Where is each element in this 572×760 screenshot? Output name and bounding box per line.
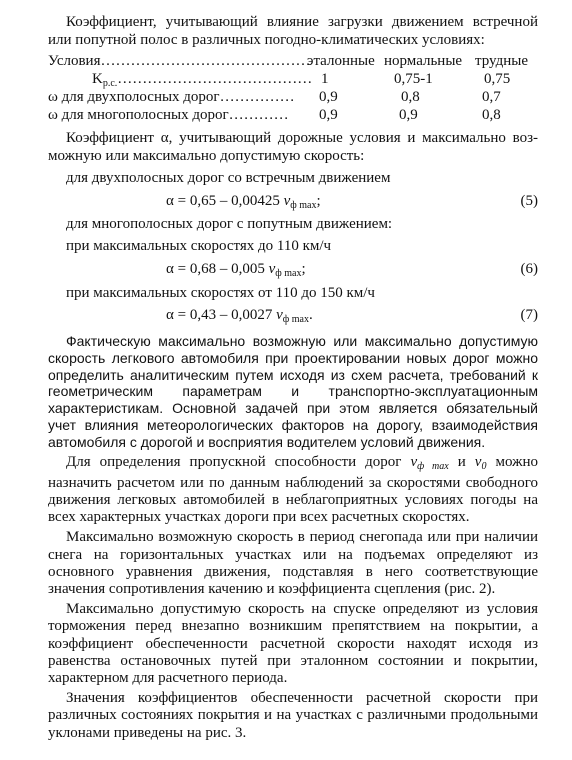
two-lane-caption: для двухполосных дорог со встречным движением: [66, 170, 391, 186]
formula-7-tail: .: [308, 307, 313, 323]
formula-6: [166, 261, 306, 282]
paragraph-4: Максимально допустимую скорость на спуске определяют из условия торможения перед внезапно возникшим препятствием на покрытии, а коэффициент обеспеченности расчетной скорости находят исходя из равенства остановочных путей при эталонном состоянии и покрытии, характерном для расчетного периода.: [48, 601, 538, 687]
table-row-label-sub: р.с.: [102, 78, 118, 89]
paragraph-2-text-a: Для определения пропускной способности дорог: [66, 453, 411, 470]
equation-number-6: (6): [520, 261, 538, 277]
formula-7-lhs: α = 0,43 – 0,0027: [166, 307, 277, 323]
alpha-intro-line-2: можную или максимально допустимую скорость:: [48, 148, 365, 164]
alpha-intro-line-1: Коэффициент α, учитывающий дорожные условия и максимально воз-: [66, 130, 538, 146]
table-col-normal: нормальные: [384, 53, 463, 69]
formula-5-lhs: α = 0,65 – 0,00425: [166, 193, 284, 209]
table-cell: 0,8: [401, 89, 420, 105]
paragraph-2: [48, 454, 538, 527]
formula-5-sub: ф max: [290, 200, 317, 211]
table-cell: 0,8: [482, 107, 501, 123]
paragraph-2-var-1-sub: ф max: [417, 460, 449, 472]
speed-110-caption: при максимальных скоростях до 110 км/ч: [66, 238, 332, 254]
paragraph-2-var-2: v: [474, 453, 482, 470]
table-col-etalon: эталонные: [307, 53, 375, 69]
multi-lane-caption: для многополосных дорог с попутным движением:: [66, 216, 393, 232]
intro-line-2: или попутной полос в различных погодно-климатических условиях:: [48, 32, 485, 48]
formula-6-lhs: α = 0,68 – 0,005: [166, 261, 269, 277]
formula-7-var: v: [276, 307, 283, 323]
table-header-label: Условия……………………………………: [48, 53, 311, 69]
paragraph-2-text-b: можно назначить расчетом или по данным наблюдений за скоростями свободного движения легковых автомобилей в неблагоприятных условиях погоды на всех характерных участках дороги при всех расчетных скоростях.: [48, 453, 538, 526]
paragraph-3: Максимально возможную скорость в период снегопада или при наличии снега на горизонтальных участках или на подъемах определяют из основного уравнения движения, подставляя в него соответствующие значения сопротивления качению и коэффициента сцепления (рис. 2).: [48, 529, 538, 597]
table-cell: 0,9: [399, 107, 418, 123]
table-cell: 0,75-1: [394, 71, 433, 87]
table-row-label-k: K: [92, 71, 103, 87]
formula-6-tail: ;: [301, 261, 306, 277]
intro-line-1: Коэффициент, учитывающий влияние загрузки движением встречной: [66, 14, 538, 30]
table-cell: 1: [321, 71, 329, 87]
formula-5-tail: ;: [316, 193, 321, 209]
paragraph-1: Фактическую максимально возможную или максимально допустимую скорость легкового автомобиля при проектировании новых дорог можно определить аналитическим путем исходя из схем расчета, требований к геометрическим параметрам и транспортно-эксплуатационным характеристикам. Основной задачей при этом является обязательный учет влияния метеорологических факторов на дорогу, взаимодействия автомобиля с дорогой и восприятия водителем условий движения.: [48, 333, 538, 450]
table-cell: 0,7: [482, 89, 501, 105]
table-col-hard: трудные: [475, 53, 528, 69]
equation-number-7: (7): [520, 307, 538, 323]
table-cell: 0,9: [319, 107, 338, 123]
paragraph-2-text-mid: и: [448, 453, 475, 470]
table-cell: 0,9: [319, 89, 338, 105]
formula-5-var: v: [283, 193, 291, 209]
equation-number-5: (5): [520, 193, 538, 209]
formula-6-var: v: [268, 261, 276, 277]
formula-7: [166, 307, 313, 328]
formula-7-sub: ф max: [282, 314, 309, 325]
paragraph-2-var-2-sub: 0: [481, 460, 487, 472]
table-row-label: ω для многополосных дорог…………: [48, 107, 289, 123]
paragraph-5: Значения коэффициентов обеспеченности расчетной скорости при различных состояниях покрытия и на участках с различными продольными уклонами приведены на рис. 3.: [48, 690, 538, 741]
table-row-label: ω для двухполосных дорог……………: [48, 89, 295, 105]
body-text: [48, 333, 538, 742]
table-cell: 0,75: [484, 71, 511, 87]
speed-110-150-caption: при максимальных скоростях от 110 до 150 км/ч: [66, 285, 375, 301]
formula-6-sub: ф max: [275, 268, 302, 279]
paragraph-2-var-1: v: [410, 453, 418, 470]
formula-5: [166, 193, 321, 214]
table-row-label-dots: …………………………………: [117, 71, 313, 87]
